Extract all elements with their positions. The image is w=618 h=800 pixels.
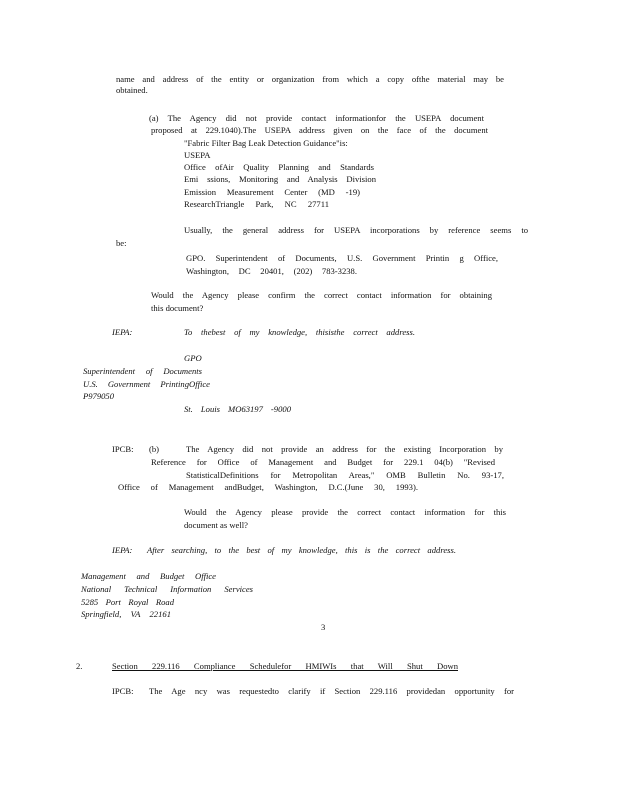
response-text: To thebest of my knowledge, thisisthe correct address. — [184, 327, 415, 337]
question-line: this document? — [151, 303, 204, 313]
address-line: Emi ssions, Monitoring and Analysis Division — [184, 174, 376, 184]
paragraph-line: name and address of the entity or organization from which a copy ofthe material may be — [116, 74, 504, 84]
address-line: USEPA — [184, 150, 211, 160]
item-marker: (b) — [149, 444, 160, 454]
address-line: ResearchTriangle Park, NC 27711 — [184, 199, 329, 209]
address-line: GPO — [184, 353, 202, 363]
address-line: Office ofAir Quality Planning and Standards — [184, 162, 374, 172]
question-line: Would the Agency please confirm the correct contact information for obtaining — [151, 290, 492, 300]
address-line: U.S. Government PrintingOffice — [83, 379, 210, 389]
gpo-address-line: Washington, DC 20401, (202) 783-3238. — [186, 266, 357, 276]
item-a-line: proposed at 229.1040).The USEPA address given on the face of the document — [151, 125, 488, 135]
item-b-line: StatisticalDefinitions for Metropolitan Areas," OMB Bulletin No. 93-17, — [186, 470, 504, 480]
item-b-line: The Agency did not provide an address for the existing Incorporation by — [186, 444, 503, 454]
page-number: 3 — [321, 622, 326, 632]
respondent-label: IEPA: — [112, 327, 133, 337]
address-line: Emission Measurement Center (MD -19) — [184, 187, 360, 197]
respondent-label: IPCB: — [112, 444, 134, 454]
gpo-address-line: GPO. Superintendent of Documents, U.S. Government Printin g Office, — [186, 253, 498, 263]
paragraph-line: Usually, the general address for USEPA incorporations by reference seems to — [184, 225, 528, 235]
item-b-line: Office of Management andBudget, Washington, D.C.(June 30, 1993). — [118, 482, 418, 492]
paragraph-line: be: — [116, 238, 127, 248]
question-line: document as well? — [184, 520, 248, 530]
paragraph-line: obtained. — [116, 85, 148, 95]
address-line: 5285 Port Royal Road — [81, 597, 174, 607]
address-line: Management and Budget Office — [81, 571, 216, 581]
address-line: St. Louis MO63197 -9000 — [184, 404, 291, 414]
address-line: Springfield, VA 22161 — [81, 609, 171, 619]
item-a-line: "Fabric Filter Bag Leak Detection Guidance"is: — [184, 138, 348, 148]
response-text: After searching, to the best of my knowledge, this is the correct address. — [147, 545, 456, 555]
section-number: 2. — [76, 661, 83, 671]
section-heading: Section 229.116 Compliance Schedulefor HMIWIs that Will Shut Down — [112, 661, 458, 671]
question-line: Would the Agency please provide the correct contact information for this — [184, 507, 506, 517]
address-line: Superintendent of Documents — [83, 366, 202, 376]
item-a-line: (a) The Agency did not provide contact informationfor the USEPA document — [149, 113, 484, 123]
item-b-line: Reference for Office of Management and Budget for 229.1 04(b) "Revised — [151, 457, 495, 467]
section-text: The Age ncy was requestedto clarify if Section 229.116 providedan opportunity for — [149, 686, 514, 696]
respondent-label: IEPA: — [112, 545, 133, 555]
respondent-label: IPCB: — [112, 686, 134, 696]
address-line: National Technical Information Services — [81, 584, 253, 594]
address-line: P979050 — [83, 391, 115, 401]
